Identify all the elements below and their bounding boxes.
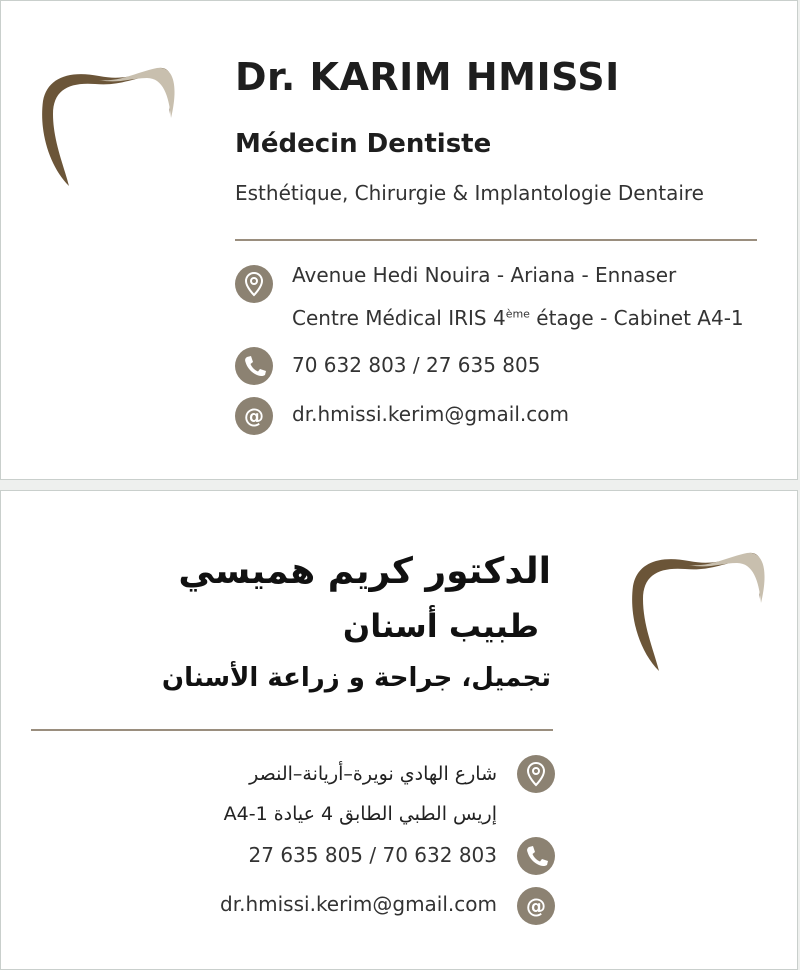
doctor-title-arabic: طبيب أسنان [342, 607, 539, 645]
address-line-2-sup: ème [505, 307, 530, 321]
doctor-title: Médecin Dentiste [235, 129, 492, 159]
email-address: dr.hmissi.kerim@gmail.com [220, 892, 497, 916]
divider [31, 729, 553, 731]
doctor-specialty-arabic: تجميل، جراحة و زراعة الأسنان [161, 663, 551, 693]
address-line-2-post: étage - Cabinet A4-1 [529, 306, 744, 330]
location-pin-icon [517, 755, 555, 793]
svg-text:@: @ [244, 404, 264, 428]
at-sign-icon [235, 397, 273, 435]
tooth-logo [29, 56, 179, 196]
phone-numbers: 27 635 805 / 70 632 803 [248, 843, 497, 867]
email-address: dr.hmissi.kerim@gmail.com [292, 402, 569, 426]
address-line-2-arabic: إريس الطبي الطابق 4 عيادة A4-1 [223, 803, 497, 825]
business-card-front [0, 0, 798, 480]
at-sign-icon [517, 887, 555, 925]
address-line-1: Avenue Hedi Nouira - Ariana - Ennaser [292, 263, 677, 287]
svg-text:@: @ [526, 894, 546, 918]
address-line-2 [292, 306, 744, 330]
tooth-logo [619, 541, 769, 681]
address-line-1-arabic: شارع الهادي نويرة–أريانة–النصر [249, 763, 497, 785]
doctor-name: Dr. KARIM HMISSI [235, 55, 620, 99]
divider [235, 239, 757, 241]
address-line-2-pre: Centre Médical IRIS 4 [292, 306, 506, 330]
phone-icon [235, 347, 273, 385]
phone-icon [517, 837, 555, 875]
phone-numbers: 70 632 803 / 27 635 805 [292, 353, 541, 377]
business-card-back [0, 490, 798, 970]
location-pin-icon [235, 265, 273, 303]
doctor-name-arabic: الدكتور كريم هميسي [178, 551, 551, 592]
doctor-specialty: Esthétique, Chirurgie & Implantologie Dentaire [235, 181, 704, 205]
